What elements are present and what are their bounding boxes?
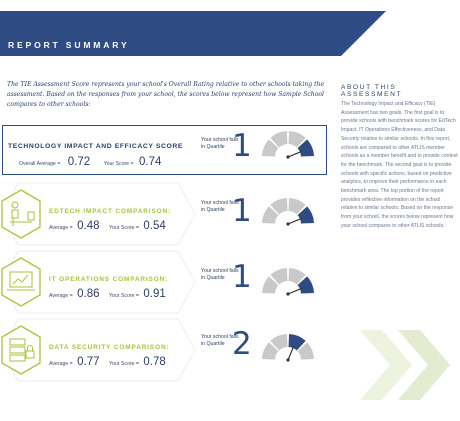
- category-score-value: 0.78: [143, 356, 166, 368]
- category-title: DATA SECURITY COMPARISON:: [49, 344, 170, 351]
- overall-quartile-gauge: [260, 125, 316, 161]
- gauge-pivot: [286, 292, 289, 295]
- about-title: ABOUT THIS ASSESSMENT: [341, 84, 403, 98]
- chevron-decoration-icon: [360, 330, 460, 400]
- category-score-value: 0.91: [143, 288, 166, 300]
- category-average-value: 0.77: [77, 356, 100, 368]
- category-score-label: Your Score =: [109, 225, 139, 231]
- overall-average-label: Overall Average =: [19, 161, 61, 167]
- category-average-label: Average =: [49, 293, 73, 299]
- server-lock-icon: [0, 324, 42, 376]
- gauge-pivot: [286, 155, 289, 158]
- category-score-label: Your Score =: [109, 293, 139, 299]
- category-average-label: Average =: [49, 225, 73, 231]
- edtech-quartile-label: Your school falls in Quartile: [201, 200, 239, 214]
- category-title: IT OPERATIONS COMPARISON:: [49, 276, 169, 283]
- overall-average-value: 0.72: [67, 156, 91, 168]
- gauge-needle: [288, 151, 302, 157]
- data-security-row: [0, 318, 200, 382]
- edtech-quartile-number: 1: [232, 193, 252, 229]
- gauge-needle: [288, 288, 302, 294]
- category-metrics: [49, 288, 166, 300]
- overall-quartile-label: Your school falls in Quartile: [201, 137, 239, 151]
- gauge-needle: [288, 218, 302, 224]
- overall-score-label: Your Score =: [103, 161, 134, 167]
- gauge-pivot: [286, 358, 289, 361]
- desk-person-icon: [0, 188, 42, 240]
- category-title: EDTECH IMPACT COMPARISON:: [49, 208, 172, 215]
- overall-metrics: [19, 156, 161, 168]
- gauge-pivot: [286, 222, 289, 225]
- gauge-needle: [288, 346, 294, 360]
- overall-quartile-number: 1: [232, 128, 252, 164]
- category-average-value: 0.86: [77, 288, 100, 300]
- edtech-quartile-gauge: [260, 192, 316, 228]
- category-average-label: Average =: [49, 361, 73, 367]
- it-operations-quartile-label: Your school falls in Quartile: [201, 268, 239, 282]
- data-security-quartile-gauge: [260, 328, 316, 364]
- data-security-quartile-label: Your school falls in Quartile: [201, 334, 239, 348]
- it-operations-quartile-gauge: [260, 262, 316, 298]
- category-score-label: Your Score =: [109, 361, 139, 367]
- page-title: REPORT SUMMARY: [8, 40, 130, 50]
- data-security-quartile-number: 2: [232, 326, 252, 362]
- about-body: The Technology Impact and Efficacy (TIE) Assessment has two goals. The first goal is to provide schools with benchmark scores for EdTech Impact, IT Operations Effectiveness, and Data Security relative to similar schools. In this report, schools are compared to other ATLIS member schools as a member benefit and to provide context for the benchmark. The second goal is to provide schools with specific actions, based on predictive analytics, to improve their performance in each benchmark area. The top portion of the report provides reflective information on the school relative to similar schools. Based on the response from your school, the scores below represent how your school compares to other ATLIS schools.: [341, 101, 458, 229]
- category-metrics: [49, 356, 166, 368]
- category-average-value: 0.48: [77, 220, 100, 232]
- category-score-value: 0.54: [143, 220, 166, 232]
- it-operations-quartile-number: 1: [232, 259, 252, 295]
- it-operations-row: [0, 250, 200, 314]
- overall-score-title: TECHNOLOGY IMPACT AND EFFICACY SCORE: [8, 143, 184, 150]
- overall-score-value: 0.74: [139, 156, 162, 168]
- category-metrics: [49, 220, 166, 232]
- laptop-chart-icon: [0, 256, 42, 308]
- edtech-impact-row: [0, 182, 200, 246]
- intro-text: The TIE Assessment Score represents your school's Overall Rating relative to other schools taking the assessment. Based on the responses from your school, the scores below represent how Sample School compares to other schools:: [7, 81, 325, 108]
